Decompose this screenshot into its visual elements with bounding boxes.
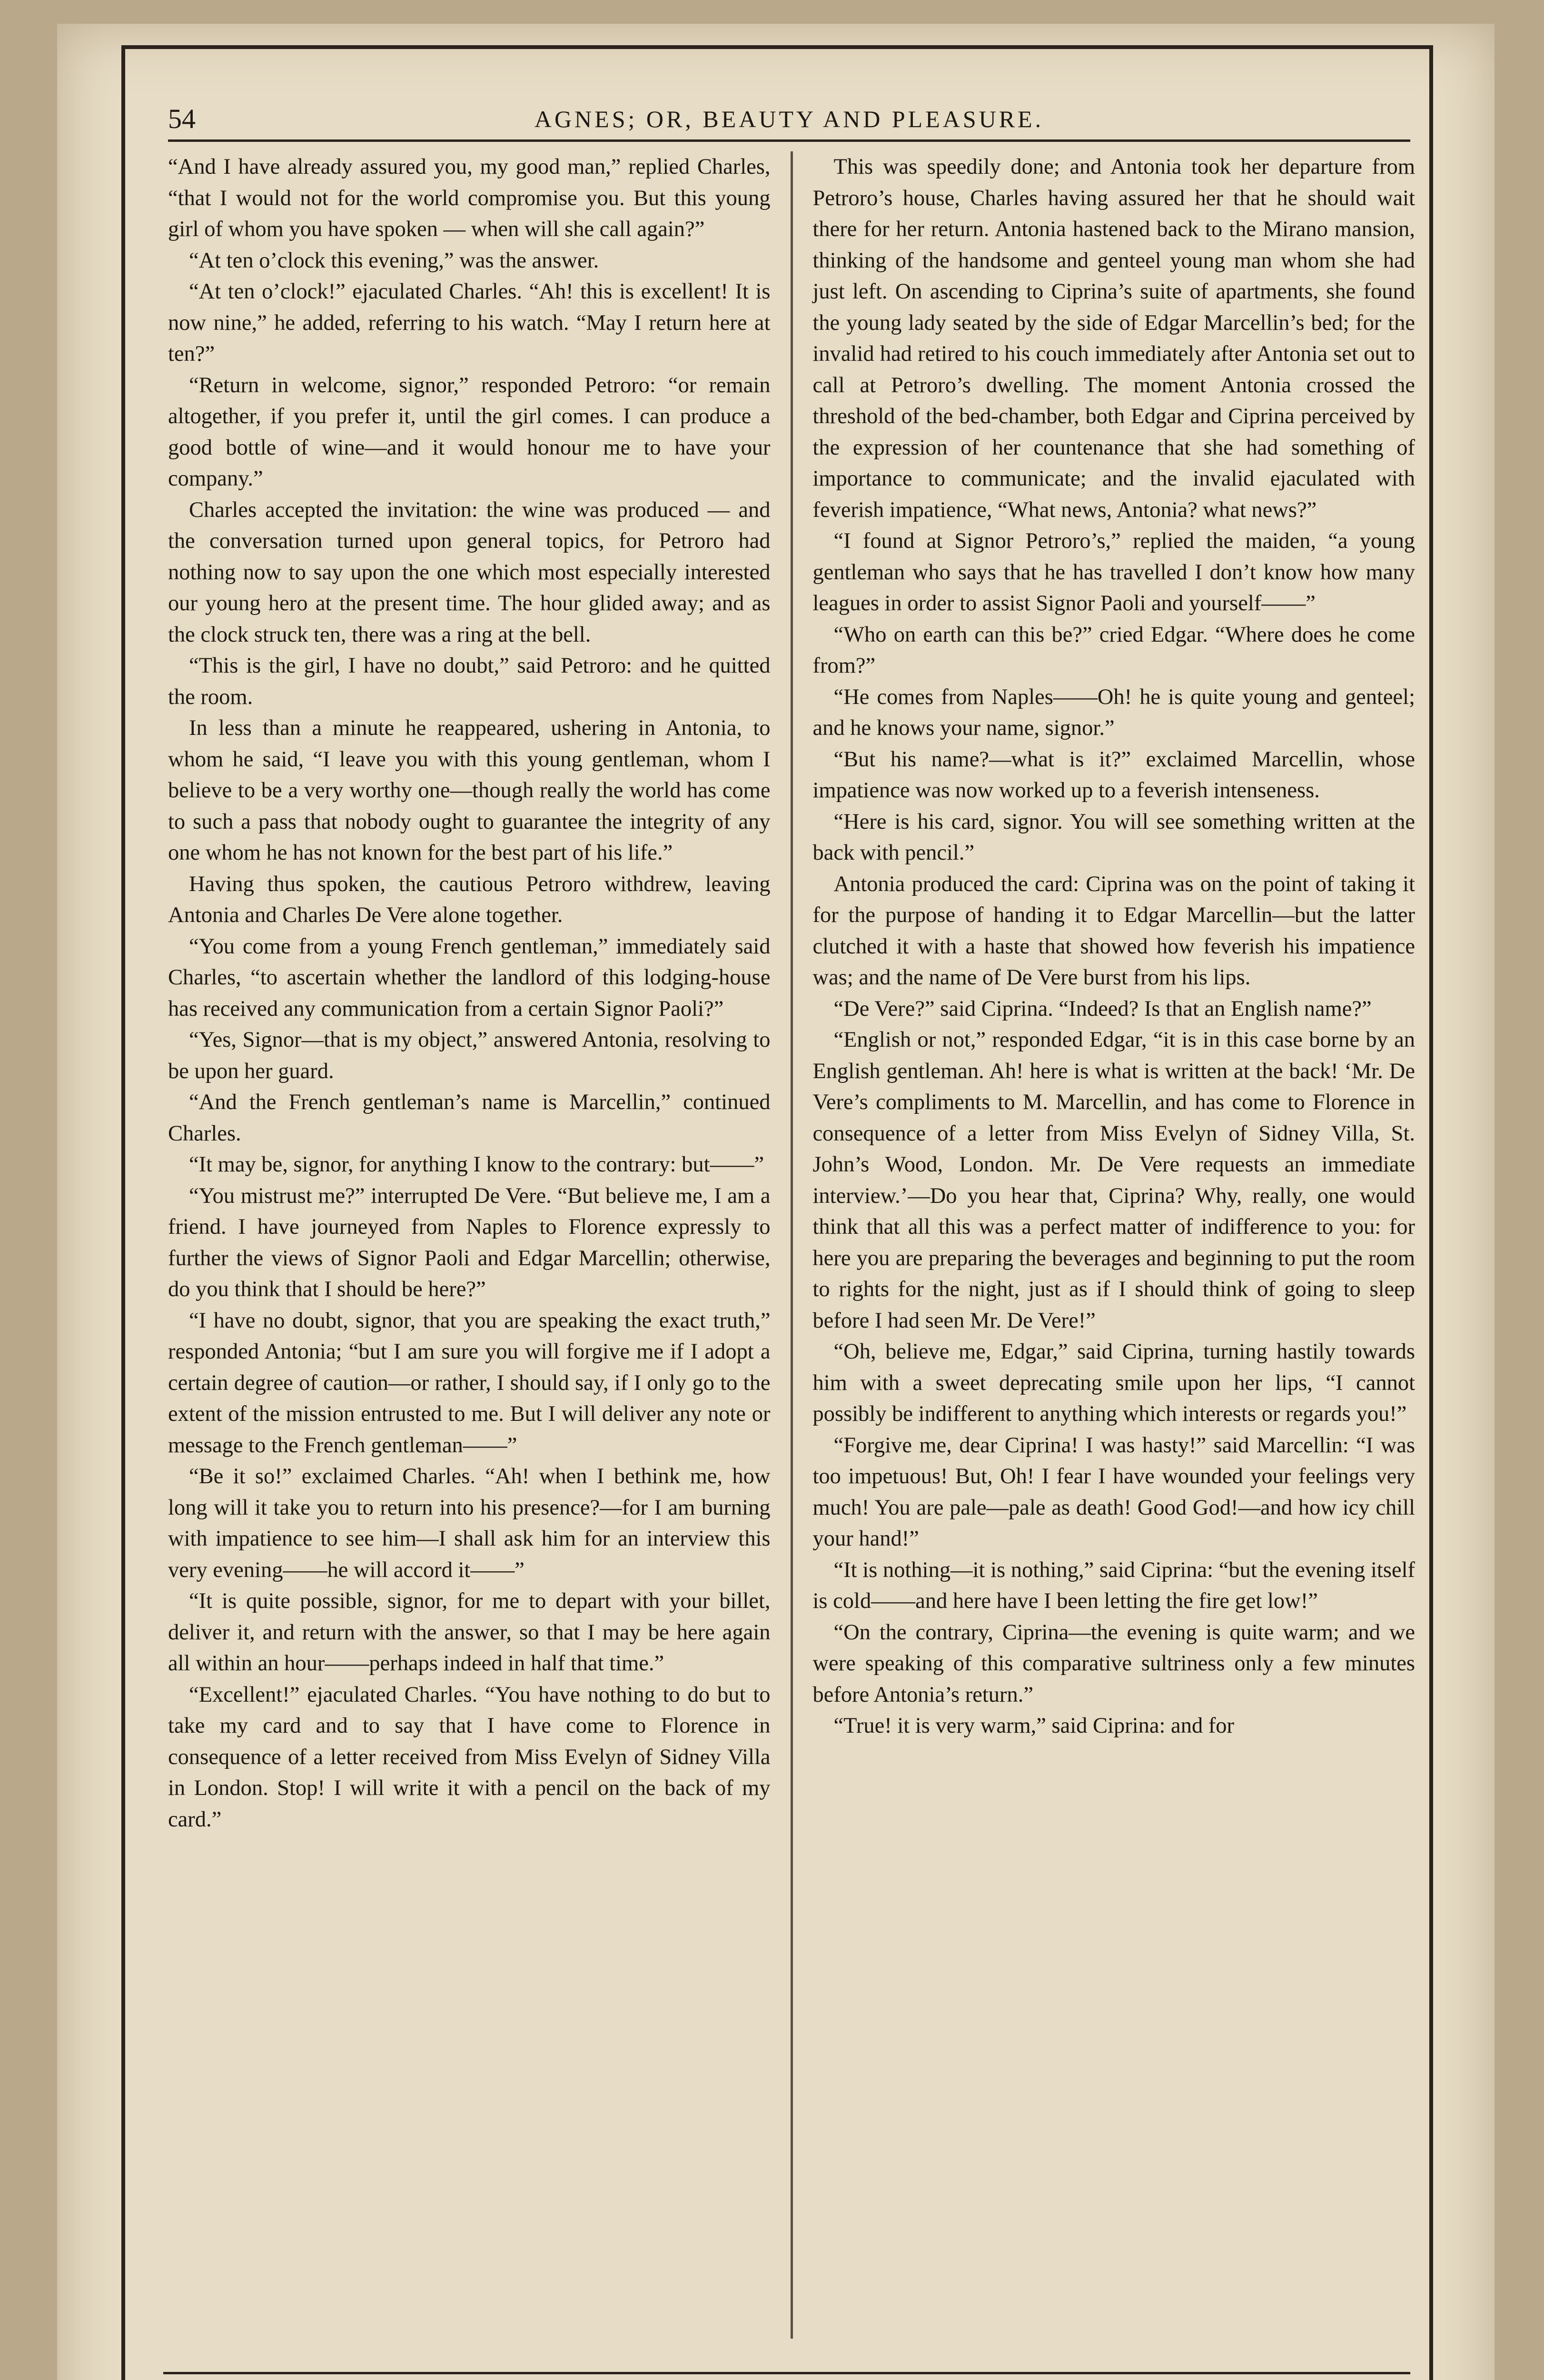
page-frame [121, 45, 1433, 2380]
paragraph: “I have no doubt, signor, that you are speaking the exact truth,” responded Antonia; “but I am sure you will forgive me if I adopt a certain degree of caution—or rather, I should say, if I only go to the extent of the mission entrusted to me. But I will deliver any note or message to the French gentleman——” [168, 1308, 771, 1458]
paragraph: “Yes, Signor—that is my object,” answered Antonia, resolving to be upon her guard. [168, 1028, 771, 1083]
left-column [168, 151, 791, 2339]
bottom-rule [163, 2372, 1410, 2374]
paragraph: Antonia produced the card: Ciprina was on the point of taking it for the purpose of handing it to Edgar Marcellin—but the latter clutched it with a haste that showed how feverish his impatience was; and the name of De Vere burst from his lips. [812, 872, 1415, 990]
paragraph: Charles accepted the invitation: the wine was produced — and the conversation turned upon general topics, for Petroro had nothing now to say upon the one which most especially interested our young hero at the present time. The hour glided away; and as the clock struck ten, there was a ring at the bell. [168, 497, 771, 647]
paragraph: “English or not,” responded Edgar, “it is in this case borne by an English gentleman. Ah! here is what is written at the back! ‘Mr. De Vere’s compliments to M. Marcellin, and has come to Florence in consequence of a letter from Miss Evelyn of Sidney Villa, St. John’s Wood, London. Mr. De Vere requests an immediate interview.’—Do you hear that, Ciprina? Why, really, one would think that all this was a perfect matter of indifference to you: for here you are preparing the beverages and beginning to put the room to rights for the night, just as if I should think of going to sleep before I had seen Mr. De Vere!” [812, 1028, 1415, 1333]
paragraph: “And the French gentleman’s name is Marcellin,” continued Charles. [168, 1090, 771, 1146]
page-header [168, 82, 1410, 142]
paragraph: “Excellent!” ejaculated Charles. “You have nothing to do but to take my card and to say that I have come to Florence in consequence of a letter received from Miss Evelyn of Sidney Villa in London. Stop! I will write it with a pencil on the back of my card.” [168, 1682, 771, 1832]
paragraph: “And I have already assured you, my good man,” replied Charles, “that I would not for the world compromise you. But this young girl of whom you have spoken — when will she call again?” [168, 155, 771, 241]
paragraph: “It is nothing—it is nothing,” said Ciprina: “but the evening itself is cold——and here have I been letting the fire get low!” [812, 1557, 1415, 1613]
page-number: 54 [168, 103, 196, 134]
paragraph: “I found at Signor Petroro’s,” replied the maiden, “a young gentleman who says that he has travelled I don’t know how many leagues in order to assist Signor Paoli and yourself——” [812, 529, 1415, 615]
paragraph: “True! it is very warm,” said Ciprina: and for [833, 1714, 1235, 1738]
paragraph: “At ten o’clock!” ejaculated Charles. “Ah! this is excellent! It is now nine,” he added, referring to his watch. “May I return here at ten?” [168, 279, 771, 366]
column-divider [791, 151, 793, 2339]
paragraph: “On the contrary, Ciprina—the evening is quite warm; and we were speaking of this comparative sultriness only a few minutes before Antonia’s return.” [812, 1620, 1415, 1707]
right-column [793, 151, 1415, 2339]
paragraph: “He comes from Naples——Oh! he is quite young and genteel; and he knows your name, signor.” [812, 684, 1415, 740]
paragraph: In less than a minute he reappeared, ushering in Antonia, to whom he said, “I leave you with this young gentleman, whom I believe to be a very worthy one—though really the world has come to such a pass that nobody ought to guarantee the integrity of any one whom he has not known for the best part of his life.” [168, 716, 771, 865]
running-head: AGNES; OR, BEAUTY AND PLEASURE. [534, 106, 1044, 132]
paragraph: “You come from a young French gentleman,” immediately said Charles, “to ascertain whether the landlord of this lodging-house has received any communication from a certain Signor Paoli?” [168, 934, 771, 1021]
paragraph: This was speedily done; and Antonia took her departure from Petroro’s house, Charles having assured her that he should wait there for her return. Antonia hastened back to the Mirano mansion, thinking of the handsome and genteel young man whom she had just left. On ascending to Ciprina’s suite of apartments, she found the young lady seated by the side of Edgar Marcellin’s bed; for the invalid had retired to his couch immediately after Antonia set out to call at Petroro’s dwelling. The moment Antonia crossed the threshold of the bed-chamber, both Edgar and Ciprina perceived by the expression of her countenance that she had something of importance to communicate; and the invalid ejaculated with feverish impatience, “What news, Antonia? what news?” [812, 155, 1415, 522]
paragraph: “Here is his card, signor. You will see something written at the back with pencil.” [812, 809, 1415, 865]
paragraph: “Be it so!” exclaimed Charles. “Ah! when I bethink me, how long will it take you to return into his presence?—for I am burning with impatience to see him—I shall ask him for an interview this very evening——he will accord it——” [168, 1464, 771, 1582]
paragraph: “Oh, believe me, Edgar,” said Ciprina, turning hastily towards him with a sweet deprecating smile upon her lips, “I cannot possibly be indifferent to anything which interests or regards you!” [812, 1339, 1415, 1426]
paragraph: “Return in welcome, signor,” responded Petroro: “or remain altogether, if you prefer it, until the girl comes. I can produce a good bottle of wine—and it would honour me to have your company.” [168, 373, 771, 491]
paragraph: “Who on earth can this be?” cried Edgar. “Where does he come from?” [812, 622, 1415, 678]
paragraph: “This is the girl, I have no doubt,” said Petroro: and he quitted the room. [168, 654, 771, 709]
paragraph: “It may be, signor, for anything I know to the contrary: but——” [189, 1152, 764, 1177]
paragraph: “It is quite possible, signor, for me to depart with your billet, deliver it, and return with the answer, so that I may be here again all within an hour——perhaps indeed in half that time.” [168, 1589, 771, 1676]
paragraph: “De Vere?” said Ciprina. “Indeed? Is that an English name?” [833, 996, 1372, 1021]
paragraph: “At ten o’clock this evening,” was the answer. [189, 248, 599, 273]
text-columns [168, 151, 1415, 2339]
paragraph: “But his name?—what is it?” exclaimed Marcellin, whose impatience was now worked up to a feverish intenseness. [812, 747, 1415, 803]
paragraph: “Forgive me, dear Ciprina! I was hasty!” said Marcellin: “I was too impetuous! But, Oh! I fear I have wounded your feelings very much! You are pale—pale as death! Good God!—and how icy chill your hand!” [812, 1433, 1415, 1551]
paragraph: “You mistrust me?” interrupted De Vere. “But believe me, I am a friend. I have journeyed from Naples to Florence expressly to further the views of Signor Paoli and Edgar Marcellin; otherwise, do you think that I should be here?” [168, 1183, 771, 1301]
paragraph: Having thus spoken, the cautious Petroro withdrew, leaving Antonia and Charles De Vere alone together. [168, 872, 771, 927]
